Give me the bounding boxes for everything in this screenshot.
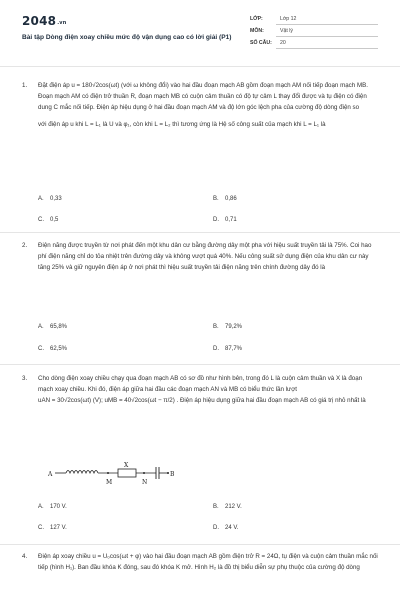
option-b[interactable]: B. 212 V.	[213, 504, 242, 510]
option-a[interactable]: A. 65,8%	[38, 324, 68, 330]
question-text: Điện áp xoay chiều u = U₀cos(ωt + φ) vào hai đầu đoạn mạch AB gồm điện trở R = 24Ω, tụ điện và cuộn cảm thuần mắc nối tiếp (hình H₁). Ban đầu khóa K đóng, sau đó khóa K mở. Hình H₂ là đồ thị biểu diễn sự phụ thuộc của cường độ dòng	[38, 553, 378, 571]
divider	[0, 66, 400, 67]
meta-class: LỚP: Lớp 12	[250, 14, 378, 26]
question-text: Đặt điện áp u = 180√2cos(ωt) (với ω không đổi) vào hai đầu đoạn mạch AB gồm đoạn mạch AM nối tiếp đoạn mạch MB. Đoạn mạch AM có điện trở thuần R, đoạn mạch MB có cuộn cảm thuần có độ tự cảm L thay đổi được và tụ điện có điện dung C mắc nối tiếp. Điện áp hiệu dụng ở hai đầu đoạn mạch AM và độ lớn góc lệch pha của cường độ dòng điện so	[38, 82, 368, 111]
divider	[0, 364, 400, 365]
node-a-label: A	[48, 471, 53, 478]
question-4	[22, 551, 378, 600]
element-x-box	[118, 469, 136, 477]
option-b[interactable]: B. 79,2%	[213, 324, 243, 330]
question-subtext: với điện áp u khi L = L₁ là U và φ₁, còn khi L = L₂ thì tương ứng là Hệ số công suất của mạch khi L = L₁ là	[38, 121, 326, 128]
question-text: Điện năng được truyền từ nơi phát đến một khu dân cư bằng đường dây một pha với hiệu suất truyền tải là 75%. Coi hao phí điện năng chỉ do tỏa nhiệt trên đường dây và không vượt quá 40%. Nếu công suất sử dụng điện của khu dân cư này tăng 25% và giữ nguyên điện áp ở nơi phát thì hiệu suất truyền tải điện năng trên chính đường dây đó là	[38, 242, 372, 271]
option-d[interactable]: D. 24 V.	[213, 525, 239, 531]
question-2	[22, 240, 378, 310]
meta-subject: MÔN: Vật lý	[250, 26, 378, 38]
node-m-label: M	[106, 479, 113, 486]
inductor-icon	[66, 471, 98, 474]
question-number: 2.	[22, 242, 28, 249]
meta-info	[250, 14, 378, 50]
site-logo[interactable]: 2048.vn	[22, 14, 67, 28]
option-c[interactable]: C. 127 V.	[38, 525, 67, 531]
question-text: Cho dòng điện xoay chiều chạy qua đoạn mạch AB có sơ đồ như hình bên, trong đó L là cuộn cảm thuần và X là đoạn mạch xoay chiều. Khi đó, điện áp giữa hai đầu các đoạn mạch AN và MB có biểu thức lần lượt	[38, 375, 363, 393]
question-number: 4.	[22, 553, 28, 560]
option-a[interactable]: A. 170 V.	[38, 504, 67, 510]
circuit-diagram	[46, 458, 196, 488]
option-a[interactable]: A. 0,33	[38, 196, 62, 202]
node-b-label: B	[170, 471, 175, 478]
divider	[0, 544, 400, 545]
option-d[interactable]: D. 87,7%	[213, 346, 243, 352]
question-formula: uAN = 30√2cos(ωt) (V); uMB = 40√2cos(ωt − π/2) . Điện áp hiệu dụng giữa hai đầu đoạn mạch AB có giá trị nhỏ nhất là	[38, 397, 366, 404]
option-c[interactable]: C. 62,5%	[38, 346, 68, 352]
divider	[0, 232, 400, 233]
question-number: 3.	[22, 375, 28, 382]
option-b[interactable]: B. 0,86	[213, 196, 237, 202]
question-number: 1.	[22, 82, 28, 89]
question-3	[22, 373, 378, 443]
question-1	[22, 80, 378, 230]
node-n-label: N	[142, 479, 148, 486]
document-header	[22, 14, 378, 56]
option-d[interactable]: D. 0,71	[213, 217, 237, 223]
document-title: Bài tập Dòng điện xoay chiều mức độ vận dụng cao có lời giải (P1)	[22, 34, 232, 41]
element-x-label: X	[124, 462, 129, 469]
option-c[interactable]: C. 0,5	[38, 217, 59, 223]
meta-question-count: SỐ CÂU: 20	[250, 38, 378, 50]
